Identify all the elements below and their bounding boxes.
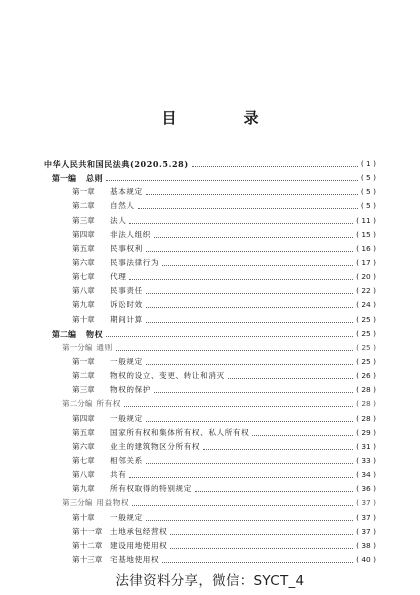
toc-entry-label: 第十三章: [72, 554, 103, 564]
toc-entry-title: 土地承包经营权: [110, 526, 168, 536]
dot-leader: [124, 405, 353, 407]
toc-entry-label: 第三章: [72, 385, 95, 395]
dot-leader: [146, 306, 353, 308]
toc-entry-label: 第十二章: [72, 540, 103, 550]
toc-entry-label: 第一章: [72, 356, 95, 366]
dot-leader: [162, 561, 353, 563]
toc-entry[interactable]: [44, 511, 376, 525]
dot-leader: [146, 292, 353, 294]
toc-entry-page-number: ( 22 ): [356, 286, 376, 296]
dot-leader: [116, 349, 353, 351]
toc-entry[interactable]: [44, 426, 376, 440]
toc-entry[interactable]: [44, 496, 376, 510]
toc-entry[interactable]: [44, 397, 376, 411]
toc-entry-page-number: ( 15 ): [356, 229, 376, 239]
toc-entry-page-number: ( 17 ): [356, 257, 376, 267]
toc-entry-page-number: ( 36 ): [356, 484, 376, 494]
toc-entry-page-number: ( 5 ): [360, 201, 376, 211]
toc-entry[interactable]: [44, 185, 376, 199]
toc-entry[interactable]: [44, 454, 376, 468]
table-of-contents: [44, 157, 376, 567]
toc-entry-label: 第二编: [52, 328, 76, 339]
toc-entry-title: 建设用地使用权: [110, 540, 168, 550]
toc-entry-label: 第二分编: [62, 399, 93, 409]
dot-leader: [106, 335, 353, 337]
toc-entry-title: 民事权利: [110, 243, 143, 253]
dot-leader: [146, 420, 353, 422]
toc-entry[interactable]: [44, 412, 376, 426]
toc-entry-label: 第六章: [72, 257, 95, 267]
dot-leader: [195, 490, 353, 492]
toc-entry-label: 第四章: [72, 413, 95, 423]
toc-entry-label: 第二章: [72, 201, 95, 211]
toc-entry-title: 相邻关系: [110, 455, 143, 465]
dot-leader: [146, 462, 353, 464]
toc-entry-title: 诉讼时效: [110, 300, 143, 310]
toc-entry[interactable]: [44, 242, 376, 256]
dot-leader: [154, 236, 353, 238]
toc-entry-page-number: ( 37 ): [356, 498, 376, 508]
toc-entry-page-number: ( 24 ): [356, 300, 376, 310]
toc-entry[interactable]: [44, 383, 376, 397]
toc-entry-title: 自然人: [110, 201, 135, 211]
toc-entry-page-number: ( 25 ): [356, 342, 376, 352]
toc-entry-title: 通则: [96, 342, 113, 352]
toc-entry[interactable]: [44, 256, 376, 270]
toc-entry-page-number: ( 37 ): [356, 512, 376, 522]
toc-entry-title: 用益物权: [96, 498, 130, 508]
toc-entry-page-number: ( 34 ): [356, 470, 376, 480]
dot-leader: [146, 193, 358, 195]
toc-entry-page-number: ( 38 ): [356, 540, 376, 550]
toc-entry[interactable]: [44, 199, 376, 213]
toc-entry-label: 第六章: [72, 441, 95, 451]
dot-leader: [129, 476, 353, 478]
toc-entry-page-number: ( 31 ): [356, 441, 376, 451]
toc-entry-page-number: ( 28 ): [356, 399, 376, 409]
dot-leader: [170, 547, 353, 549]
toc-entry-label: 第四章: [72, 229, 95, 239]
dot-leader: [129, 278, 353, 280]
toc-entry-page-number: ( 29 ): [356, 427, 376, 437]
toc-entry-page-number: ( 40 ): [356, 554, 376, 564]
page-title: 目 录: [161, 109, 285, 127]
toc-entry-title: 民事法律行为: [110, 257, 160, 267]
toc-entry-title: 总则: [86, 173, 104, 184]
toc-entry-page-number: ( 25 ): [356, 328, 376, 338]
toc-entry-label: 第十章: [72, 512, 95, 522]
toc-entry-label: 第八章: [72, 286, 95, 296]
toc-entry-label: 第五章: [72, 243, 95, 253]
toc-entry[interactable]: [44, 468, 376, 482]
dot-leader: [106, 179, 358, 181]
toc-entry-page-number: ( 11 ): [356, 215, 376, 225]
dot-leader: [228, 377, 353, 379]
toc-entry[interactable]: [44, 157, 376, 171]
toc-entry-title: 基本规定: [110, 187, 143, 197]
toc-entry-title: 法人: [110, 215, 127, 225]
toc-entry-label: 第八章: [72, 470, 95, 480]
toc-entry-label: 第二章: [72, 371, 95, 381]
toc-entry[interactable]: [44, 171, 376, 185]
toc-entry[interactable]: [44, 440, 376, 454]
watermark-text: 法律资料分享，微信：SYCT_4: [115, 573, 305, 589]
toc-entry-page-number: ( 25 ): [356, 356, 376, 366]
toc-entry-title: 一般规定: [110, 413, 143, 423]
toc-entry-label: 第一章: [72, 187, 95, 197]
toc-entry-label: 第一分编: [62, 342, 93, 352]
toc-entry[interactable]: [44, 369, 376, 383]
toc-entry-title: 国家所有权和集体所有权、私人所有权: [110, 427, 250, 437]
toc-entry-title: 民事责任: [110, 286, 143, 296]
toc-entry-label: 第一编: [52, 173, 76, 184]
toc-entry-page-number: ( 25 ): [356, 314, 376, 324]
dot-leader: [129, 222, 353, 224]
toc-entry-page-number: ( 20 ): [356, 272, 376, 282]
toc-entry-label: 第七章: [72, 272, 95, 282]
toc-entry-page-number: ( 5 ): [360, 187, 376, 197]
dot-leader: [203, 448, 353, 450]
toc-entry-title: 业主的建筑物区分所有权: [110, 441, 201, 451]
toc-entry[interactable]: [44, 284, 376, 298]
toc-entry-title: 一般规定: [110, 356, 143, 366]
dot-leader: [192, 165, 358, 167]
toc-entry-title: 所有权取得的特别规定: [110, 484, 192, 494]
toc-entry-page-number: ( 37 ): [356, 526, 376, 536]
toc-entry[interactable]: [44, 539, 376, 553]
toc-entry-page-number: ( 16 ): [356, 243, 376, 253]
toc-entry[interactable]: [44, 553, 376, 567]
toc-entry-title: 物权: [86, 328, 104, 339]
dot-leader: [138, 207, 358, 209]
toc-entry[interactable]: [44, 482, 376, 496]
toc-entry[interactable]: [44, 313, 376, 327]
toc-entry-page-number: ( 26 ): [356, 371, 376, 381]
toc-entry-label: 第十一章: [72, 526, 103, 536]
toc-entry-label: 第十章: [72, 314, 95, 324]
toc-entry-title: 宅基地使用权: [110, 554, 160, 564]
toc-entry-title: 所有权: [96, 399, 121, 409]
toc-entry-title: 物权的保护: [110, 385, 151, 395]
toc-entry-title: 物权的设立、变更、转让和消灭: [110, 371, 225, 381]
dot-leader: [162, 264, 353, 266]
dot-leader: [146, 519, 353, 521]
toc-entry-page-number: ( 1 ): [360, 159, 376, 168]
toc-entry-page-number: ( 5 ): [360, 173, 376, 183]
dot-leader: [132, 504, 353, 506]
toc-entry[interactable]: [44, 270, 376, 284]
toc-entry[interactable]: [44, 228, 376, 242]
toc-entry-title: 一般规定: [110, 512, 143, 522]
toc-entry-title: 共有: [110, 470, 127, 480]
toc-entry[interactable]: [44, 214, 376, 228]
dot-leader: [154, 391, 353, 393]
toc-entry-title: 中华人民共和国民法典(2020.5.28): [44, 159, 189, 169]
toc-entry-title: 期间计算: [110, 314, 143, 324]
toc-entry-label: 第三章: [72, 215, 95, 225]
dot-leader: [146, 321, 353, 323]
toc-entry[interactable]: [44, 341, 376, 355]
toc-entry-page-number: ( 28 ): [356, 413, 376, 423]
toc-entry[interactable]: [44, 525, 376, 539]
toc-entry-label: 第九章: [72, 300, 95, 310]
toc-entry[interactable]: [44, 298, 376, 312]
toc-entry[interactable]: [44, 355, 376, 369]
toc-entry-page-number: ( 28 ): [356, 385, 376, 395]
dot-leader: [170, 533, 353, 535]
dot-leader: [146, 250, 353, 252]
toc-entry-label: 第七章: [72, 455, 95, 465]
toc-entry-title: 代理: [110, 272, 127, 282]
dot-leader: [146, 363, 353, 365]
toc-entry[interactable]: [44, 327, 376, 341]
toc-entry-page-number: ( 33 ): [356, 455, 376, 465]
dot-leader: [252, 434, 353, 436]
toc-entry-label: 第三分编: [62, 498, 93, 508]
toc-entry-label: 第九章: [72, 484, 95, 494]
toc-entry-title: 非法人组织: [110, 229, 151, 239]
toc-entry-label: 第五章: [72, 427, 95, 437]
